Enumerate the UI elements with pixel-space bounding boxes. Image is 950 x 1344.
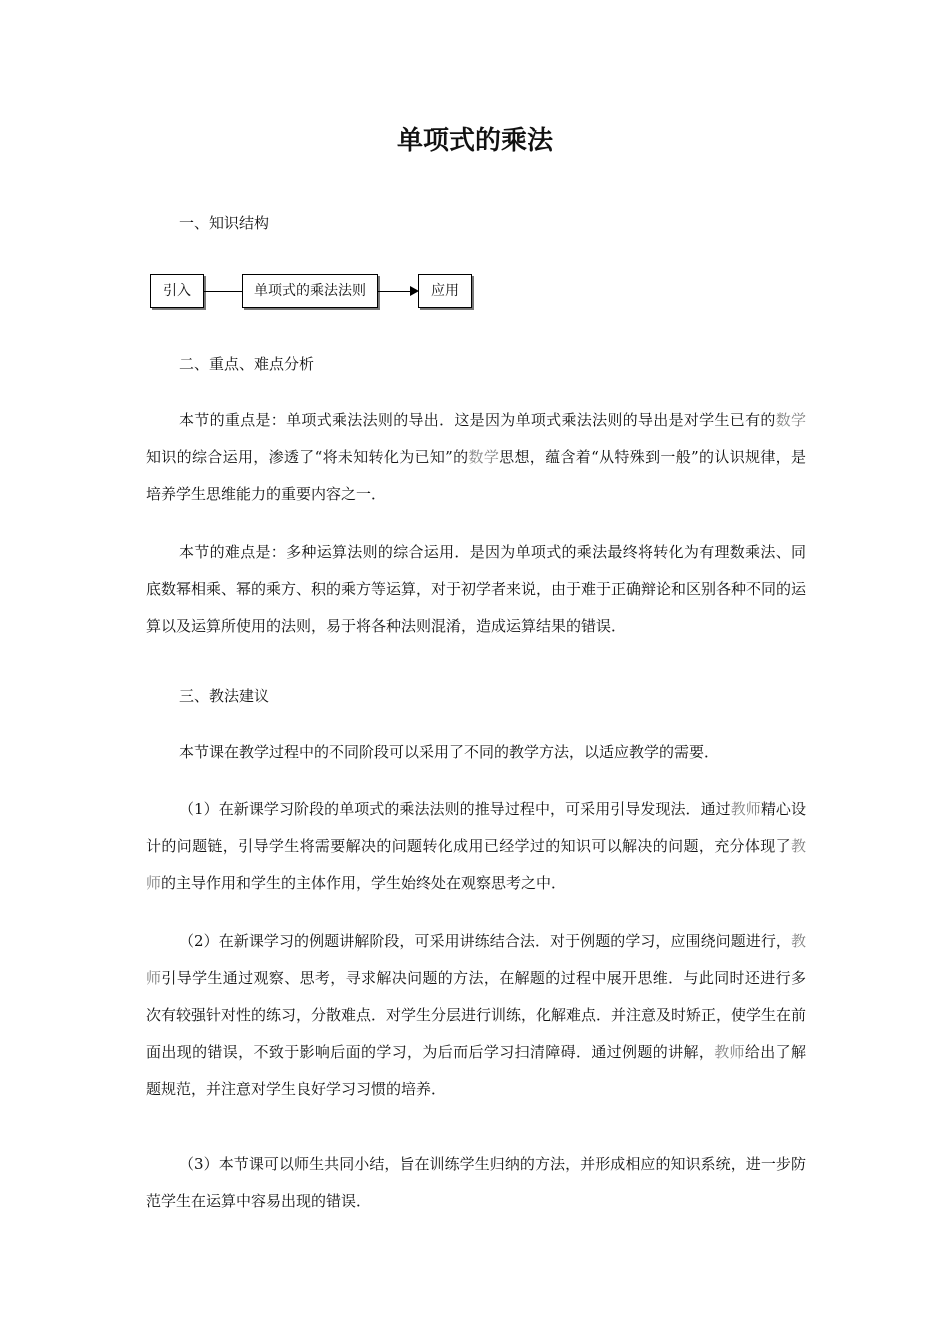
teacher-link[interactable]: 教师	[730, 800, 761, 818]
knowledge-flowchart	[150, 274, 480, 310]
paragraph-key-point	[146, 402, 806, 513]
text: 精心设计的问题链，引导学生将需要解决的问题转化成用已经学过的知识可以解决的问题，充分体现了	[146, 800, 806, 855]
flow-node-apply: 应用	[418, 274, 472, 308]
paragraph-difficulty: 本节的难点是：多种运算法则的综合运用．是因为单项式的乘法最终将转化为有理数乘法、同底数幂相乘、幂的乘方、积的乘方等运算，对于初学者来说，由于难于正确辩论和区别各种不同的运算以及运算所使用的法则，易于将各种法则混淆，造成运算结果的错误．	[146, 543, 807, 635]
text: 的主导作用和学生的主体作用，学生始终处在观察思考之中．	[161, 874, 567, 892]
text: （1）在新课学习阶段的单项式的乘法法则的推导过程中，可采用引导发现法．通过	[179, 800, 731, 818]
math-link[interactable]: 数学	[775, 411, 806, 429]
flow-node-intro: 引入	[150, 274, 204, 308]
section-heading-key-points: 二、重点、难点分析	[179, 355, 315, 373]
flow-arrow-line	[378, 291, 412, 292]
teacher-link[interactable]: 教师	[714, 1043, 745, 1061]
text: 本节的重点是：单项式乘法法则的导出．这是因为单项式乘法法则的导出是对学生已有的	[179, 411, 776, 429]
text: （2）在新课学习的例题讲解阶段，可采用讲练结合法．对于例题的学习，应围绕问题进行，	[179, 932, 791, 950]
text: 思想，蕴含着“从特殊到一般”的认识规律，是培养学生思维能力的重要内容之一．	[146, 448, 806, 503]
flow-node-rule: 单项式的乘法法则	[242, 274, 378, 308]
text: 引导学生通过观察、思考，寻求解决问题的方法，在解题的过程中展开思维．与此同时还进行多次有较强针对性的练习，分散难点．对学生分层进行训练，化解难点．并注意及时矫正，使学生在前面出现的错误，不致于影响后面的学习，为后而后学习扫清障碍．通过例题的讲解，	[146, 969, 807, 1061]
paragraph-item-3: （3）本节课可以师生共同小结，旨在训练学生归纳的方法，并形成相应的知识系统，进一步防范学生在运算中容易出现的错误．	[146, 1155, 806, 1210]
page-title: 单项式的乘法	[396, 126, 553, 156]
teacher-link[interactable]: 教师	[146, 837, 806, 892]
teacher-link[interactable]: 教师	[146, 932, 806, 987]
text: 知识的综合运用，渗透了“将未知转化为已知”的	[146, 448, 469, 466]
section-heading-knowledge-structure: 一、知识结构	[179, 214, 270, 232]
paragraph-method-intro: 本节课在教学过程中的不同阶段可以采用了不同的教学方法，以适应教学的需要．	[179, 743, 720, 761]
section-heading-teaching-suggestions: 三、教法建议	[179, 687, 270, 705]
paragraph-item-1	[146, 791, 806, 902]
math-link[interactable]: 数学	[468, 448, 500, 466]
text: 给出了解题规范，并注意对学生良好学习习惯的培养．	[146, 1043, 806, 1098]
paragraph-item-2	[146, 923, 806, 1108]
